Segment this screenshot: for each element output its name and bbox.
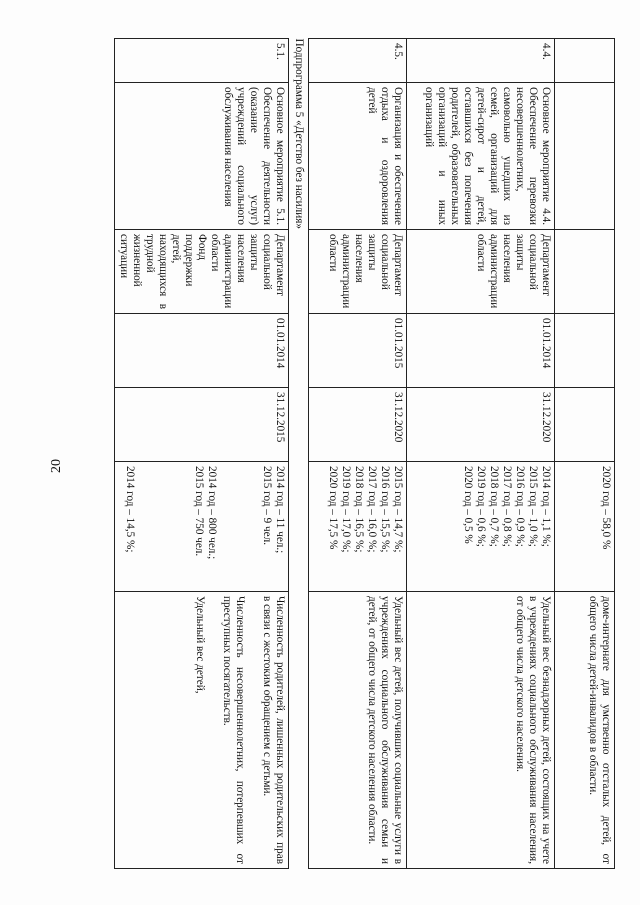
cell-end: 31.12.2020 (309, 388, 407, 462)
cell-start: 01.01.2014 (115, 314, 289, 388)
subprogram-row (289, 39, 309, 869)
cell-executor (115, 230, 289, 314)
cell-id: 4.4. (407, 39, 555, 83)
value-line: 2020 год – 58,0 % (600, 466, 612, 550)
value-line: 2014 год – 1,1 %; (540, 466, 552, 547)
table-row-4-5 (309, 39, 407, 869)
cell-indicator: доме-интернате для умственно отсталых детей, от общего числа детей-инвалидов в области. (555, 592, 615, 869)
cell-event (555, 83, 615, 230)
cell-end: 31.12.2020 (407, 388, 555, 462)
cell-values (309, 462, 407, 592)
value-line: 2016 год – 0,9 %; (514, 466, 527, 547)
value-line: 2020 год – 17,5 % (327, 466, 340, 550)
cell-executor (555, 230, 615, 314)
value-line: 2017 год – 16,0 %; (366, 466, 379, 553)
cell-id (555, 39, 615, 83)
cell-executor: Департамент социальной защиты населения администрации области (309, 230, 407, 314)
cell-start: 01.01.2015 (309, 314, 407, 388)
value-line: 2020 год – 0,5 % (462, 466, 475, 544)
cell-indicator: Удельный вес детей, получивших социальные услуги в учреждениях социального обслуживания семьи и детей, от общего числа детского населения области. (309, 592, 407, 869)
value-line: 2015 год – 750 чел. (193, 466, 206, 557)
value-line: 2019 год – 17,0 %; (340, 466, 353, 553)
cell-indicator: Удельный вес безнадзорных детей, состоящих на учете в учреждениях социального обслуживания населения, от общего числа детского населения. (407, 592, 555, 869)
value-line: 2015 год – 14,7 %; (392, 466, 404, 553)
cell-start (555, 314, 615, 388)
value-line: 2019 год – 0,6 %; (475, 466, 488, 547)
indicator-text: Численность несовершеннолетних, потерпевших от преступных посягательств. (221, 596, 247, 864)
value-line: 2018 год – 0,7 %; (488, 466, 501, 547)
cell-event: Основное мероприятие 5.1. Обеспечение деятельности (оказание услуг) учреждений социального обслуживания населения (115, 83, 289, 230)
indicator-text: Численность родителей, лишенных родительских прав в связи с жестоким обращением с детьми. (261, 596, 286, 864)
table-row-continuation (555, 39, 615, 869)
cell-end: 31.12.2015 (115, 388, 289, 462)
value-line: 2014 год – 11 чел.; (274, 466, 286, 554)
value-line: 2014 год – 14,5 %; (124, 466, 137, 553)
rotated-table-sheet (115, 38, 615, 868)
cell-values (555, 462, 615, 592)
value-line: 2015 год – 9 чел. (261, 466, 274, 545)
cell-start: 01.01.2014 (407, 314, 555, 388)
executor-line: Департамент социальной защиты населения администрации области (209, 234, 286, 309)
cell-indicator (115, 592, 289, 869)
page-number: 20 (49, 459, 64, 473)
program-table (114, 38, 615, 869)
cell-values (407, 462, 555, 592)
table-row-4-4 (407, 39, 555, 869)
cell-id: 5.1. (115, 39, 289, 83)
cell-values (115, 462, 289, 592)
value-line: 2017 год – 0,8 %; (501, 466, 514, 547)
subprogram-title: Подпрограмма 5 «Детство без насилия» (293, 38, 305, 229)
cell-event: Организация и обеспечение отдыха и оздоровления детей (309, 83, 407, 230)
cell-event: Основное мероприятие 4.4. Обеспечение перевозки несовершеннолетних, самовольно ушедших из семей, организаций для детей-сирот и детей, оставшихся без попечения родителей, образовательных организаций и иных организаций (407, 83, 555, 230)
value-line: 2014 год – 800 чел.; (206, 466, 219, 560)
indicator-text: Удельный вес детей, (194, 596, 207, 694)
cell-id: 4.5. (309, 39, 407, 83)
cell-executor: Департамент социальной защиты населения администрации области (407, 230, 555, 314)
value-line: 2015 год – 1,0 %; (527, 466, 540, 547)
value-line: 2016 год – 15,5 %; (379, 466, 392, 553)
table-row-5-1 (115, 39, 289, 869)
executor-line: Фонд поддержки детей, находящихся в трудной жизненной ситуации (118, 234, 209, 309)
cell-end (555, 388, 615, 462)
value-line: 2018 год – 16,5 %; (353, 466, 366, 553)
